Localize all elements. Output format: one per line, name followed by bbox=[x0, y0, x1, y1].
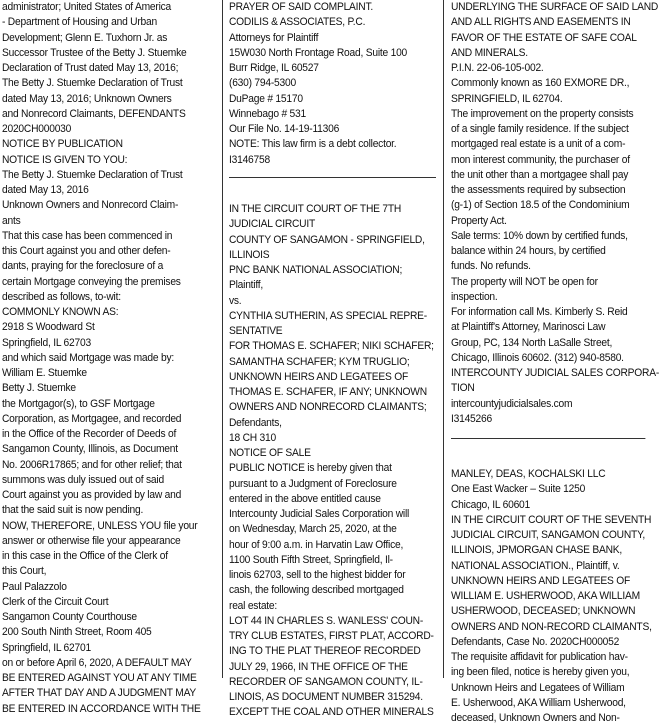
text-line: EXCEPT THE COAL AND OTHER MINERALS bbox=[229, 706, 434, 719]
text-line: inspection. bbox=[451, 290, 498, 303]
text-line: 15W030 North Frontage Road, Suite 100 bbox=[229, 46, 408, 59]
text-line: TION bbox=[451, 382, 475, 395]
text-line: ing been filed, notice is hereby given you, bbox=[451, 666, 630, 679]
text-line: Sangamon County, Illinois, as Document bbox=[2, 443, 178, 456]
text-line: the assessments required by subsection bbox=[451, 184, 626, 196]
text-line: NOTE: This law firm is a debt collector. bbox=[229, 138, 397, 151]
pnc-bank-notice-of-sale bbox=[229, 202, 436, 721]
text-line: and which said Mortgage was made by: bbox=[2, 351, 174, 364]
text-line: Successor Trustee of the Betty J. Stuemke bbox=[2, 46, 187, 59]
text-line: Paul Palazzolo bbox=[2, 580, 67, 593]
text-line: Springfield, IL 62701 bbox=[2, 641, 91, 654]
text-line: COUNTY OF SANGAMON - SPRINGFIELD, bbox=[229, 233, 425, 246]
text-line: IN THE CIRCUIT COURT OF THE 7TH bbox=[229, 203, 402, 215]
text-line: Sangamon County Courthouse bbox=[2, 611, 137, 623]
text-line: SENTATIVE bbox=[229, 325, 283, 337]
text-line: Burr Ridge, IL 60527 bbox=[229, 62, 319, 74]
text-line: P.I.N. 22-06-105-002. bbox=[451, 62, 544, 74]
text-line: 18 CH 310 bbox=[229, 431, 276, 444]
text-line: WILLIAM E. USHERWOOD, AKA WILLIAM bbox=[451, 590, 640, 602]
text-line: JUDICIAL CIRCUIT, SANGAMON COUNTY, bbox=[451, 529, 645, 541]
text-line: DuPage # 15170 bbox=[229, 92, 303, 105]
text-line: Springfield, IL 62703 bbox=[2, 336, 91, 349]
text-line: That this case has been commenced in bbox=[2, 229, 173, 242]
text-line: Intercounty Judicial Sales Corporation will bbox=[229, 508, 410, 520]
column-3-legal-notices bbox=[451, 0, 659, 724]
text-line: Defendants, Case No. 2020CH000052 bbox=[451, 635, 620, 648]
column-divider-right bbox=[443, 0, 444, 678]
codilis-notice-end bbox=[229, 0, 436, 168]
text-line: Chicago, Illinois 60602. (312) 940-8580. bbox=[451, 351, 624, 364]
text-line: Attorneys for Plaintiff bbox=[229, 31, 319, 44]
text-line: real estate: bbox=[229, 599, 278, 612]
text-line: NATIONAL ASSOCIATION., Plaintiff, v. bbox=[451, 559, 620, 572]
text-line: administrator; United States of America bbox=[2, 1, 172, 13]
text-line: cash, the following described mortgaged bbox=[229, 584, 404, 597]
text-line: COMMONLY KNOWN AS: bbox=[2, 306, 119, 318]
text-line: JULY 29, 1966, IN THE OFFICE OF THE bbox=[229, 660, 408, 673]
text-line: in the Office of the Recorder of Deeds of bbox=[2, 428, 177, 440]
column-1-notice-by-publication bbox=[2, 0, 206, 715]
text-line: pursuant to a Judgment of Foreclosure bbox=[229, 477, 397, 490]
text-line: - Department of Housing and Urban bbox=[2, 16, 157, 29]
text-line: CYNTHIA SUTHERIN, AS SPECIAL REPRE- bbox=[229, 309, 427, 322]
text-line: USHERWOOD, DECEASED; UNKNOWN bbox=[451, 605, 636, 618]
text-line: Property Act. bbox=[451, 214, 507, 227]
text-line: dants, praying for the foreclosure of a bbox=[2, 260, 164, 273]
text-line: Development; Glenn E. Tuxhorn Jr. as bbox=[2, 31, 168, 44]
text-line: Unknown Heirs and Legatees of William bbox=[451, 681, 625, 694]
text-line: described as follows, to-wit: bbox=[2, 290, 121, 303]
text-line: The requisite affidavit for publication hav- bbox=[451, 651, 628, 663]
text-line: (630) 794-5300 bbox=[229, 77, 296, 90]
text-line: dated May 13, 2016 bbox=[2, 184, 89, 196]
text-line: William E. Stuemke bbox=[2, 367, 87, 379]
text-line: ILLINOIS bbox=[229, 248, 270, 261]
text-line: NOTICE OF SALE bbox=[229, 447, 311, 459]
text-line: UNKNOWN HEIRS AND LEGATEES OF bbox=[451, 574, 630, 587]
text-line: Declaration of Trust dated May 13, 2016; bbox=[2, 62, 179, 74]
text-line: OWNERS AND NON-RECORD CLAIMANTS, bbox=[451, 620, 652, 633]
text-line: PUBLIC NOTICE is hereby given that bbox=[229, 462, 392, 475]
text-line: in this case in the Office of the Clerk of bbox=[2, 550, 168, 562]
text-line: CODILIS & ASSOCIATES, P.C. bbox=[229, 16, 366, 29]
jpmorgan-chase-notice bbox=[451, 467, 652, 726]
column-divider-left bbox=[222, 0, 223, 678]
text-line: funds. No refunds. bbox=[451, 260, 531, 273]
text-line: (g-1) of Section 18.5 of the Condominium bbox=[451, 199, 630, 212]
text-line: NOW, THEREFORE, UNLESS YOU file your bbox=[2, 519, 198, 532]
text-line: BE ENTERED AGAINST YOU AT ANY TIME bbox=[2, 672, 197, 684]
text-line: Winnebago # 531 bbox=[229, 107, 306, 120]
text-line: 1100 South Fifth Street, Springfield, Il- bbox=[229, 553, 393, 566]
text-line: No. 2006R17865; and for other relief; that bbox=[2, 458, 182, 471]
text-line: at Plaintiff's Attorney, Marinosci Law bbox=[451, 321, 606, 334]
text-line: certain Mortgage conveying the premises bbox=[2, 275, 181, 288]
text-line: dated May 13, 2016; Unknown Owners bbox=[2, 92, 172, 105]
text-line: I3146758 bbox=[229, 153, 270, 166]
text-line: entered in the above entitled cause bbox=[229, 492, 381, 505]
text-line: I3145266 bbox=[451, 412, 492, 425]
text-line: One East Wacker – Suite 1250 bbox=[451, 483, 586, 496]
text-line: the unit other than a mortgagee shall pay bbox=[451, 168, 629, 181]
notice-separator bbox=[229, 177, 436, 178]
text-line: ILLINOIS, JPMORGAN CHASE BANK, bbox=[451, 544, 622, 557]
column-2-legal-notices bbox=[229, 0, 436, 719]
text-line: The Betty J. Stuemke Declaration of Trust bbox=[2, 168, 183, 181]
text-line: The property will NOT be open for bbox=[451, 275, 598, 288]
text-line: Court against you as provided by law and bbox=[2, 489, 182, 501]
text-line: ants bbox=[2, 214, 21, 227]
text-line: LOT 44 IN CHARLES S. WANLESS' COUN- bbox=[229, 614, 424, 627]
notice-separator bbox=[451, 438, 645, 439]
text-line: mon interest community, the purchaser of bbox=[451, 153, 630, 166]
text-line: The Betty J. Stuemke Declaration of Trust bbox=[2, 77, 183, 90]
text-line: the Mortgagor(s), to GSF Mortgage bbox=[2, 397, 155, 410]
text-line: AND MINERALS. bbox=[451, 46, 528, 59]
text-line: PNC BANK NATIONAL ASSOCIATION; bbox=[229, 264, 403, 276]
text-line: MANLEY, DEAS, KOCHALSKI LLC bbox=[451, 468, 606, 480]
text-line: INTERCOUNTY JUDICIAL SALES CORPORA- bbox=[451, 367, 659, 379]
text-line: The improvement on the property consists bbox=[451, 107, 634, 120]
text-line: OWNERS AND NONRECORD CLAIMANTS; bbox=[229, 401, 427, 414]
text-line: that the said suit is now pending. bbox=[2, 504, 144, 517]
text-line: NOTICE IS GIVEN TO YOU: bbox=[2, 153, 128, 166]
text-line: LINOIS, AS DOCUMENT NUMBER 315294. bbox=[229, 691, 423, 703]
text-line: balance within 24 hours, by certified bbox=[451, 245, 606, 257]
text-line: Plaintiff, bbox=[229, 279, 264, 292]
text-line: intercountyjudicialsales.com bbox=[451, 397, 573, 410]
text-line: 200 South Ninth Street, Room 405 bbox=[2, 626, 152, 639]
text-line: UNDERLYING THE SURFACE OF SAID LAND bbox=[451, 1, 659, 13]
text-line: deceased, Unknown Owners and Non- bbox=[451, 712, 620, 724]
text-line: FOR THOMAS E. SCHAFER; NIKI SCHAFER; bbox=[229, 340, 434, 353]
text-line: mortgaged real estate is a unit of a com- bbox=[451, 138, 626, 151]
text-line: Corporation, as Mortgagee, and recorded bbox=[2, 412, 182, 425]
text-line: of a single family residence. If the subject bbox=[451, 123, 629, 135]
blank-gap bbox=[229, 187, 436, 202]
text-line: AFTER THAT DAY AND A JUDGMENT MAY bbox=[2, 687, 197, 700]
text-line: AND ALL RIGHTS AND EASEMENTS IN bbox=[451, 16, 631, 29]
text-line: For information call Ms. Kimberly S. Reid bbox=[451, 306, 628, 318]
text-line: and Nonrecord Claimants, DEFENDANTS bbox=[2, 107, 186, 120]
text-line: JUDICIAL CIRCUIT bbox=[229, 218, 316, 231]
text-line: Clerk of the Circuit Court bbox=[2, 595, 109, 608]
column-1-lines bbox=[2, 0, 206, 717]
text-line: vs. bbox=[229, 294, 242, 307]
text-line: PRAYER OF SAID COMPLAINT. bbox=[229, 1, 373, 13]
text-line: ING TO THE PLAT THEREOF RECORDED bbox=[229, 645, 421, 658]
text-line: summons was duly issued out of said bbox=[2, 473, 164, 486]
text-line: Group, PC, 134 North LaSalle Street, bbox=[451, 336, 613, 349]
text-line: this Court, bbox=[2, 565, 47, 578]
text-line: Betty J. Stuemke bbox=[2, 382, 76, 395]
text-line: THOMAS E. SCHAFER, IF ANY; UNKNOWN bbox=[229, 386, 427, 398]
text-line: UNKNOWN HEIRS AND LEGATEES OF bbox=[229, 370, 408, 383]
text-line: 2020CH000030 bbox=[2, 123, 72, 135]
text-line: Commonly known as 160 EXMORE DR., bbox=[451, 77, 630, 90]
text-line: Sale terms: 10% down by certified funds, bbox=[451, 229, 628, 242]
text-line: Defendants, bbox=[229, 416, 282, 429]
text-line: SPRINGFIELD, IL 62704. bbox=[451, 92, 563, 105]
text-line: this Court against you and other defen- bbox=[2, 245, 171, 257]
text-line: Unknown Owners and Nonrecord Claim- bbox=[2, 199, 179, 212]
text-line: E. Usherwood, AKA William Usherwood, bbox=[451, 696, 626, 709]
text-line: answer or otherwise file your appearance bbox=[2, 534, 181, 547]
text-line: RECORDER OF SANGAMON COUNTY, IL- bbox=[229, 675, 423, 688]
text-line: NOTICE BY PUBLICATION bbox=[2, 138, 123, 151]
text-line: Our File No. 14-19-11306 bbox=[229, 123, 340, 135]
text-line: SAMANTHA SCHAFER; KYM TRUGLIO; bbox=[229, 355, 410, 368]
pnc-notice-continued bbox=[451, 0, 659, 427]
text-line: TRY CLUB ESTATES, FIRST PLAT, ACCORD- bbox=[229, 630, 434, 642]
text-line: on or before April 6, 2020, A DEFAULT MAY bbox=[2, 656, 192, 669]
text-line: 2918 S Woodward St bbox=[2, 321, 95, 334]
text-line: IN THE CIRCUIT COURT OF THE SEVENTH bbox=[451, 513, 652, 526]
text-line: linois 62703, sell to the highest bidder for bbox=[229, 569, 406, 581]
text-line: hour of 9:00 a.m. in Harvatin Law Office, bbox=[229, 538, 404, 551]
text-line: FAVOR OF THE ESTATE OF SAFE COAL bbox=[451, 31, 637, 44]
text-line: BE ENTERED IN ACCORDANCE WITH THE bbox=[2, 702, 201, 715]
text-line: on Wednesday, March 25, 2020, at the bbox=[229, 523, 397, 536]
text-line: Chicago, IL 60601 bbox=[451, 498, 531, 511]
